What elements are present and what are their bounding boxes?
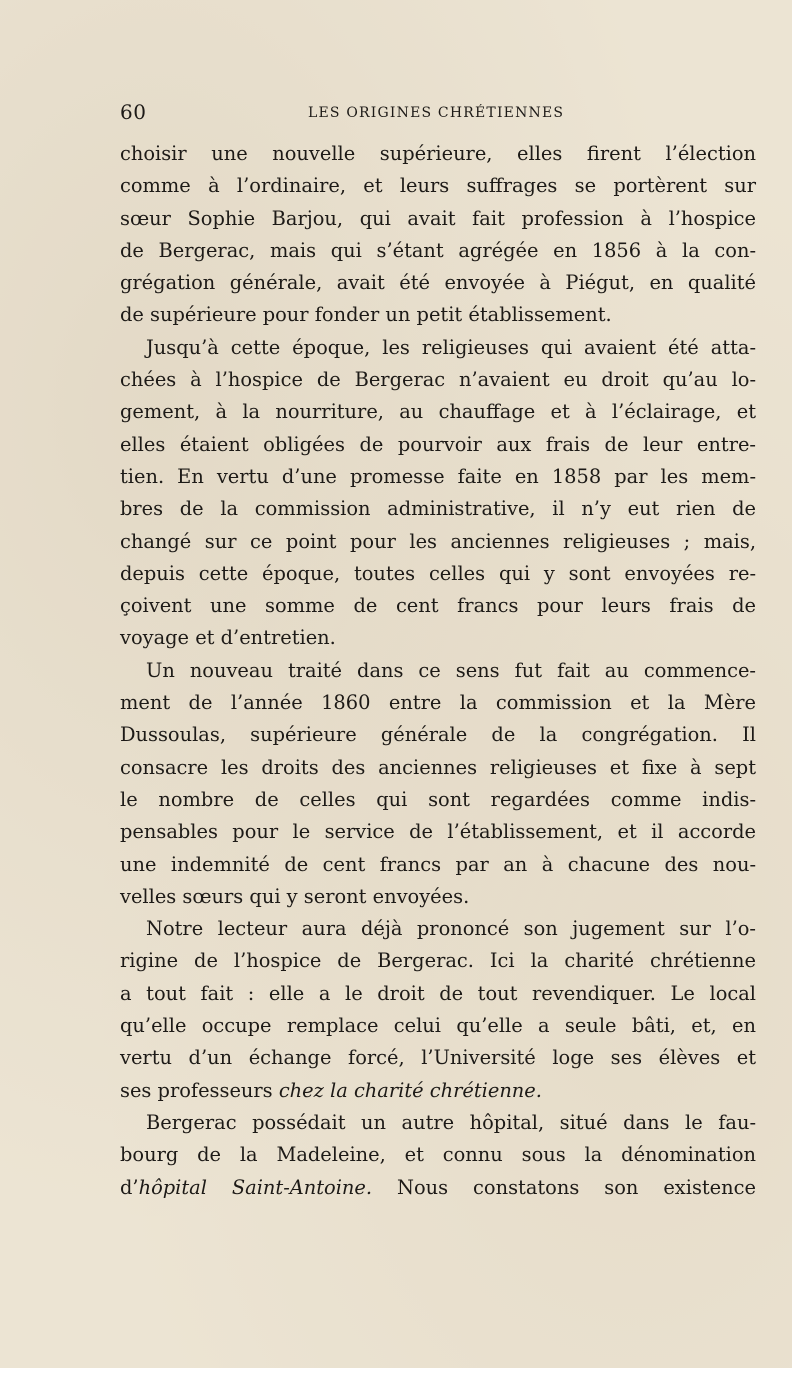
text-line: tien. En vertu d’une promesse faite en 1858 par les mem- [120, 464, 756, 488]
scan-margin-bottom [0, 1368, 800, 1375]
text-line: a tout fait : elle a le droit de tout revendiquer. Le local [120, 981, 756, 1005]
italic-phrase: hôpital Saint-Antoine. [138, 1175, 373, 1199]
text-line: ses professeurs chez la charité chrétienne. [120, 1078, 542, 1102]
text-line: pensables pour le service de l’établissement, et il accorde [120, 820, 756, 844]
text-line: grégation générale, avait été envoyée à Piégut, en qualité [120, 271, 756, 295]
paragraph-start-line: Un nouveau traité dans ce sens fut fait au commence- [146, 658, 756, 682]
text-line: comme à l’ordinaire, et leurs suffrages se portèrent sur [120, 174, 756, 198]
text-line: vertu d’un échange forcé, l’Université loge ses élèves et [120, 1046, 756, 1070]
text-line: d’hôpital Saint-Antoine. Nous constatons son existence [120, 1175, 756, 1199]
page-number: 60 [120, 100, 147, 124]
italic-phrase: chez la charité chrétienne. [278, 1078, 542, 1102]
text-line: velles sœurs qui y seront envoyées. [120, 884, 470, 908]
text-line: de supérieure pour fonder un petit établissement. [120, 303, 612, 327]
text-line: sœur Sophie Barjou, qui avait fait profession à l’hospice [120, 206, 756, 230]
body-text [120, 138, 756, 1204]
text-line: bres de la commission administrative, il n’y eut rien de [120, 497, 756, 521]
text-line: changé sur ce point pour les anciennes religieuses ; mais, [120, 529, 756, 553]
text-line: depuis cette époque, toutes celles qui y sont envoyées re- [120, 561, 756, 585]
text-line: ment de l’année 1860 entre la commission et la Mère [120, 691, 756, 715]
text-line: consacre les droits des anciennes religieuses et fixe à sept [120, 755, 756, 779]
text-line: le nombre de celles qui sont regardées comme indis- [120, 787, 756, 811]
text-line: chées à l’hospice de Bergerac n’avaient eu droit qu’au lo- [120, 368, 756, 392]
text-line: elles étaient obligées de pourvoir aux frais de leur entre- [120, 432, 756, 456]
scan-margin-right [792, 0, 800, 1375]
text-line: çoivent une somme de cent francs pour leurs frais de [120, 594, 756, 618]
text-line: une indemnité de cent francs par an à chacune des nou- [120, 852, 756, 876]
text-line: bourg de la Madeleine, et connu sous la dénomination [120, 1143, 756, 1167]
text-line: qu’elle occupe remplace celui qu’elle a seule bâti, et, en [120, 1014, 756, 1038]
text-line: voyage et d’entretien. [120, 626, 336, 650]
text-line: choisir une nouvelle supérieure, elles firent l’élection [120, 142, 756, 165]
paragraph-start-line: Notre lecteur aura déjà prononcé son jugement sur l’o- [146, 917, 756, 941]
text-line: gement, à la nourriture, au chauffage et à l’éclairage, et [120, 400, 756, 424]
page-header [120, 98, 760, 132]
paragraph-start-line: Bergerac possédait un autre hôpital, situé dans le fau- [146, 1110, 756, 1134]
text-line: de Bergerac, mais qui s’étant agrégée en 1856 à la con- [120, 238, 756, 262]
text-line: rigine de l’hospice de Bergerac. Ici la charité chrétienne [120, 949, 756, 973]
paragraph-start-line: Jusqu’à cette époque, les religieuses qui avaient été atta- [146, 335, 756, 359]
running-title: LES ORIGINES CHRÉTIENNES [308, 105, 565, 121]
text-line: Dussoulas, supérieure générale de la congrégation. Il [120, 723, 756, 747]
